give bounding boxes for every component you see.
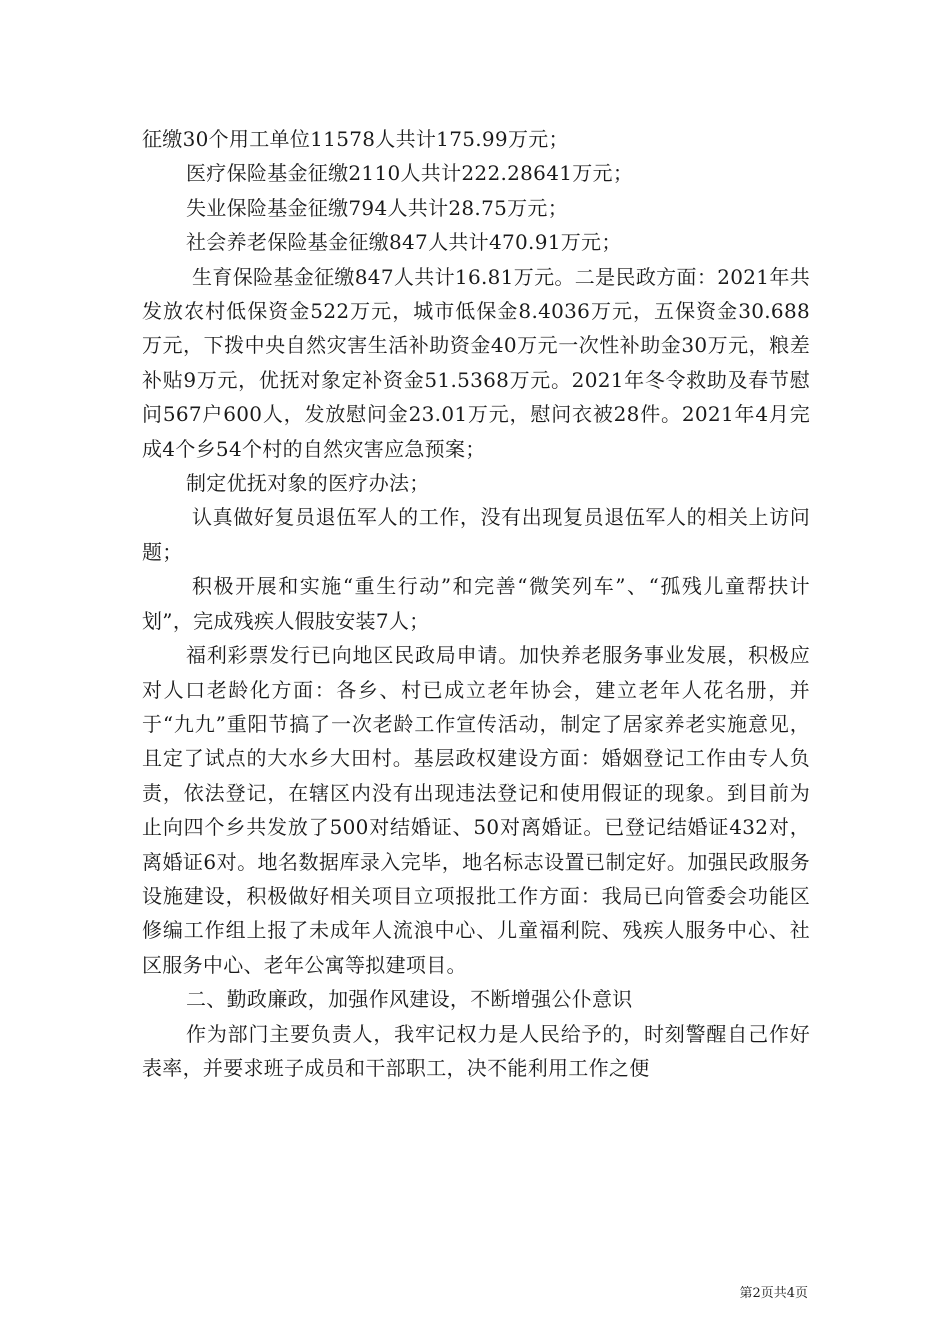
paragraph-pension-insurance: 社会养老保险基金征缴847人共计470.91万元；	[186, 230, 622, 255]
paragraph-maternity-and-civil-affairs: 生育保险基金征缴847人共计16.81万元。二是民政方面：2021年共发放农村低保资金522万元，城市低保金8.4036万元，五保资金30.688万元，下拨中央自然灾害生活补助资金40万元一次性补助金30万元，粮差补贴9万元，优抚对象定补资金51.5368万元。2021年冬令救助及春节慰问567户600人，发放慰问金23.01万元，慰问衣被28件。2021年4月完成4个乡54个村的自然灾害应急预案；	[142, 264, 810, 461]
paragraph-veterans: 认真做好复员退伍军人的工作，没有出现复员退伍军人的相关上访问题；	[142, 505, 810, 564]
paragraph-rebirth-action: 积极开展和实施“重生行动”和完善“微笑列车”、“孤残儿童帮扶计划”，完成残疾人假肢安装7人；	[142, 574, 810, 633]
document-body	[142, 122, 810, 1085]
paragraph-medical-insurance: 医疗保险基金征缴2110人共计222.28641万元；	[186, 161, 634, 186]
paragraph-unemployment-insurance: 失业保险基金征缴794人共计28.75万元；	[186, 195, 569, 220]
section-heading-integrity: 二、勤政廉政，加强作风建设，不断增强公仆意识	[186, 987, 633, 1012]
paragraph-employer-levy: 征缴30个用工单位11578人共计175.99万元；	[142, 127, 569, 151]
paragraph-welfare-lottery: 福利彩票发行已向地区民政局申请。加快养老服务事业发展，积极应对人口老龄化方面：各乡、村已成立老年协会，建立老年人花名册，并于“九九”重阳节搞了一次老龄工作宣传活动，制定了居家养老实施意见，且定了试点的大水乡大田村。基层政权建设方面：婚姻登记工作由专人负责，依法登记，在辖区内没有出现违法登记和使用假证的现象。到目前为止向四个乡共发放了500对结婚证、50对离婚证。已登记结婚证432对，离婚证6对。地名数据库录入完毕，地名标志设置已制定好。加强民政服务设施建设，积极做好相关项目立项报批工作方面：我局已向管委会功能区修编工作组上报了未成年人流浪中心、儿童福利院、残疾人服务中心、社区服务中心、老年公寓等拟建项目。	[142, 643, 810, 977]
paragraph-department-head: 作为部门主要负责人，我牢记权力是人民给予的，时刻警醒自己作好表率，并要求班子成员和干部职工，决不能利用工作之便	[142, 1021, 810, 1080]
page-number: 第2页共4页	[739, 1286, 808, 1301]
paragraph-medical-measures: 制定优抚对象的医疗办法；	[186, 471, 430, 496]
